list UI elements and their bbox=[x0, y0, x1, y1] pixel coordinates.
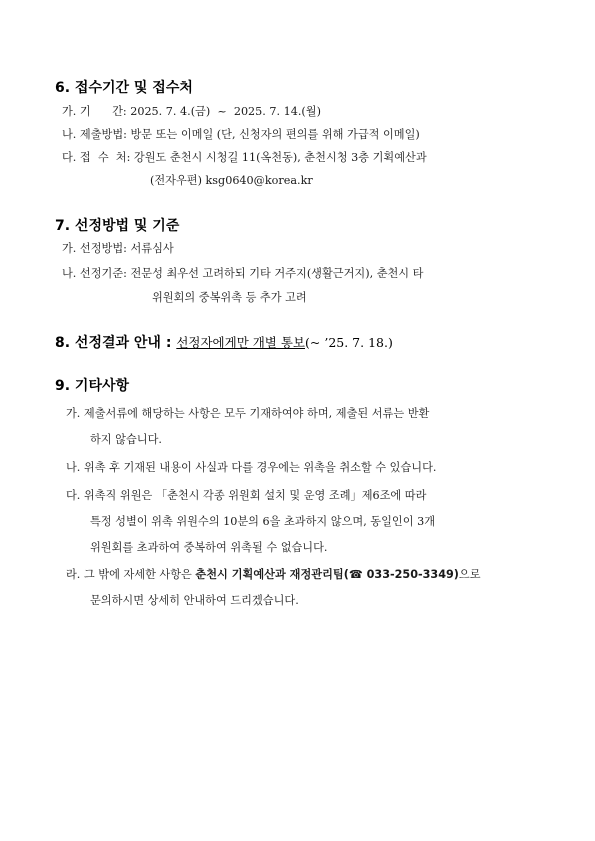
section-8-title bbox=[55, 332, 393, 352]
s6-method-value: 방문 또는 이메일 (단, 신청자의 편의를 위해 가급적 이메일) bbox=[130, 128, 420, 141]
s6-method-label: 나. 제출방법: bbox=[62, 128, 127, 141]
s8-title-text: 8. 선정결과 안내 : bbox=[55, 335, 177, 351]
s9-item-d-post: 으로 bbox=[458, 568, 481, 581]
s8-date: (~ ’25. 7. 18.) bbox=[305, 335, 393, 350]
s7-criteria-label: 나. 선정기준: bbox=[62, 267, 127, 280]
section-7-title: 7. 선정방법 및 기준 bbox=[55, 218, 180, 234]
s7-criteria-value: 전문성 최우선 고려하되 기타 거주지(생활근거지), 춘천시 타 bbox=[130, 267, 424, 280]
s7-method-label: 가. 선정방법: bbox=[62, 242, 127, 255]
s9-item-c-line2: 특정 성별이 위촉 위원수의 10분의 6을 초과하지 않으며, 동일인이 3개 bbox=[90, 515, 436, 528]
s6-email: (전자우편) ksg0640@korea.kr bbox=[150, 174, 313, 187]
s6-period-row bbox=[62, 103, 321, 119]
s9-item-c-line1: 다. 위촉직 위원은 「춘천시 각종 위원회 설치 및 운영 조례」제6조에 따라 bbox=[66, 489, 427, 502]
s9-item-b-line1: 나. 위촉 후 기재된 내용이 사실과 다를 경우에는 위촉을 취소할 수 있습니다. bbox=[66, 461, 437, 474]
s6-place-value: 강원도 춘천시 시청길 11(옥천동), 춘천시청 3층 기획예산과 bbox=[133, 151, 427, 164]
s7-criteria-value-cont: 위원회의 중복위촉 등 추가 고려 bbox=[152, 291, 307, 304]
s9-item-d-line1 bbox=[66, 566, 481, 582]
s7-method-row bbox=[62, 240, 174, 256]
s6-place-label: 다. 접 수 처: bbox=[62, 151, 131, 164]
s6-place-row bbox=[62, 149, 427, 165]
s9-item-d-pre: 라. 그 밖에 자세한 사항은 bbox=[66, 568, 196, 581]
section-9-title: 9. 기타사항 bbox=[55, 378, 130, 394]
s6-period-label: 가. 기 간: bbox=[62, 105, 127, 118]
s9-item-a-line1: 가. 제출서류에 해당하는 사항은 모두 기재하여야 하며, 제출된 서류는 반환 bbox=[66, 407, 430, 420]
s6-period-value: 2025. 7. 4.(금) ~ 2025. 7. 14.(월) bbox=[130, 105, 321, 118]
s7-method-value: 서류심사 bbox=[130, 242, 174, 255]
s9-contact-team: 춘천시 기획예산과 재정관리팀(☎ 033-250-3349) bbox=[195, 568, 459, 581]
s8-notice-underlined: 선정자에게만 개별 통보 bbox=[176, 335, 306, 350]
section-6-title: 6. 접수기간 및 접수처 bbox=[55, 80, 193, 96]
s9-item-d-line2: 문의하시면 상세히 안내하여 드리겠습니다. bbox=[90, 594, 299, 607]
s9-item-c-line3: 위원회를 초과하여 중복하여 위촉될 수 없습니다. bbox=[90, 541, 328, 554]
s6-method-row bbox=[62, 126, 420, 142]
s9-item-a-line2: 하지 않습니다. bbox=[90, 433, 162, 446]
s7-criteria-row bbox=[62, 265, 423, 281]
